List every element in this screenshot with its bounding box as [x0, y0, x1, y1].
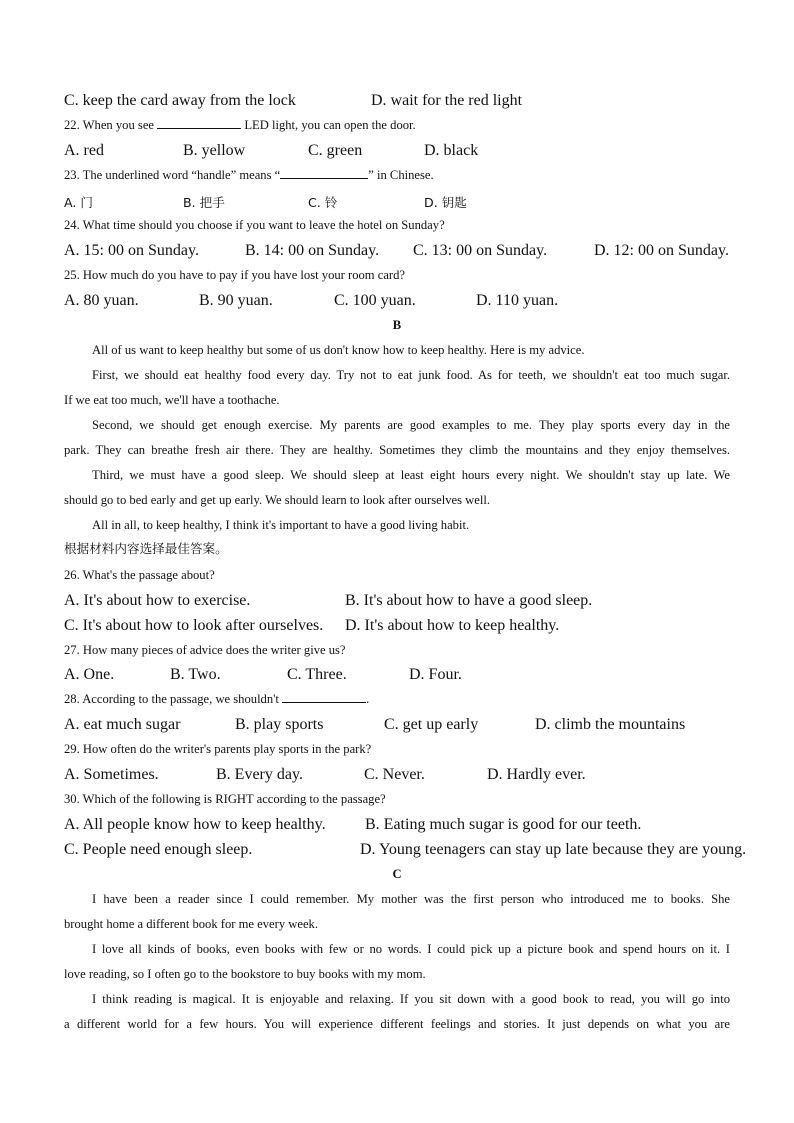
question-26: 26. What's the passage about? — [64, 568, 215, 582]
q27-option-a: A. One. — [64, 666, 115, 683]
q24-option-a: A. 15: 00 on Sunday. — [64, 242, 199, 259]
section-b-paragraph-5: All in all, to keep healthy, I think it's important to have a good living habit. — [92, 518, 470, 532]
section-b-instruction: 根据材料内容选择最佳答案。 — [64, 541, 228, 556]
q25-option-b: B. 90 yuan. — [199, 292, 273, 309]
section-c-paragraph-2-line-2: love reading, so I often go to the bookstore to buy books with my mom. — [64, 967, 426, 981]
q28-blank — [282, 691, 366, 703]
q27-option-b: B. Two. — [170, 666, 221, 683]
question-30: 30. Which of the following is RIGHT according to the passage? — [64, 792, 386, 806]
question-28 — [64, 691, 730, 707]
q26-option-a: A. It's about how to exercise. — [64, 592, 251, 609]
section-c-paragraph-1-line-1: I have been a reader since I could remember. My mother was the first person who introduced me to books. She — [92, 892, 730, 906]
section-b-paragraph-1: All of us want to keep healthy but some of us don't know how to keep healthy. Here is my advice. — [92, 343, 585, 357]
q28-option-b: B. play sports — [235, 716, 324, 733]
q28-text-after: . — [366, 692, 370, 706]
q28-option-d: D. climb the mountains — [535, 716, 686, 733]
q22-option-d: D. black — [424, 142, 479, 159]
q26-option-b: B. It's about how to have a good sleep. — [345, 592, 593, 609]
q29-option-c: C. Never. — [364, 766, 425, 783]
q30-option-c: C. People need enough sleep. — [64, 841, 253, 858]
q28-option-a: A. eat much sugar — [64, 716, 181, 733]
q22-text-after: LED light, you can open the door. — [244, 118, 416, 132]
q22-option-c: C. green — [308, 142, 363, 159]
question-23 — [64, 167, 730, 183]
section-b-paragraph-2-line-1: First, we should eat healthy food every day. Try not to eat junk food. As for teeth, we shouldn't eat too much sugar. — [92, 368, 730, 382]
q27-option-c: C. Three. — [287, 666, 347, 683]
q24-option-d: D. 12: 00 on Sunday. — [594, 242, 729, 259]
q22-option-b: B. yellow — [183, 142, 246, 159]
q22-option-a: A. red — [64, 142, 104, 159]
section-c-paragraph-2-line-1: I love all kinds of books, even books with few or no words. I could pick up a picture book and spend hours on it. I — [92, 942, 730, 956]
question-29: 29. How often do the writer's parents play sports in the park? — [64, 742, 372, 756]
section-b-paragraph-2-line-2: If we eat too much, we'll have a toothache. — [64, 393, 280, 407]
section-b-paragraph-3-line-1: Second, we should get enough exercise. My parents are good examples to me. They play sports every day in the — [92, 418, 730, 432]
q21-option-d: D. wait for the red light — [371, 92, 523, 109]
question-24: 24. What time should you choose if you want to leave the hotel on Sunday? — [64, 218, 445, 232]
section-b-paragraph-3-line-2: park. They can breathe fresh air there. They are healthy. Sometimes they climb the mountains and they enjoy themselves. — [64, 443, 730, 457]
question-22 — [64, 117, 730, 133]
q29-option-b: B. Every day. — [216, 766, 303, 783]
section-c-paragraph-1-line-2: brought home a different book for me every week. — [64, 917, 319, 931]
q30-option-a: A. All people know how to keep healthy. — [64, 816, 326, 833]
section-b-heading: B — [392, 318, 402, 332]
q23-option-a: A. 门 — [64, 195, 93, 210]
section-c-heading: C — [392, 867, 402, 881]
q25-option-d: D. 110 yuan. — [476, 292, 559, 309]
q26-option-d: D. It's about how to keep healthy. — [345, 617, 560, 634]
q28-text-before: 28. According to the passage, we shouldn't — [64, 692, 279, 706]
q25-option-a: A. 80 yuan. — [64, 292, 139, 309]
q21-option-c: C. keep the card away from the lock — [64, 92, 296, 109]
q27-option-d: D. Four. — [409, 666, 462, 683]
q30-option-d: D. Young teenagers can stay up late because they are young. — [360, 841, 747, 858]
q23-option-b: B. 把手 — [183, 195, 225, 210]
q23-text-after: ” in Chinese. — [368, 168, 434, 182]
question-27: 27. How many pieces of advice does the writer give us? — [64, 643, 346, 657]
q22-blank — [157, 117, 241, 129]
q24-option-b: B. 14: 00 on Sunday. — [245, 242, 380, 259]
q22-text-before: 22. When you see — [64, 118, 155, 132]
section-b-paragraph-4-line-1: Third, we must have a good sleep. We should sleep at least eight hours every night. We shouldn't stay up late. We — [92, 468, 730, 482]
q23-option-c: C. 铃 — [308, 195, 338, 210]
q29-option-a: A. Sometimes. — [64, 766, 159, 783]
q23-text-before: 23. The underlined word “handle” means “ — [64, 168, 281, 182]
question-25: 25. How much do you have to pay if you have lost your room card? — [64, 268, 406, 282]
q25-option-c: C. 100 yuan. — [334, 292, 416, 309]
q23-option-d: D. 钥匙 — [424, 195, 467, 210]
section-b-paragraph-4-line-2: should go to bed early and get up early. We should learn to look after ourselves well. — [64, 493, 491, 507]
section-c-paragraph-3-line-2: a different world for a few hours. You will experience different feelings and stories. It just depends on what you are — [64, 1017, 730, 1031]
q24-option-c: C. 13: 00 on Sunday. — [413, 242, 548, 259]
q30-option-b: B. Eating much sugar is good for our teeth. — [365, 816, 642, 833]
q28-option-c: C. get up early — [384, 716, 479, 733]
q29-option-d: D. Hardly ever. — [487, 766, 586, 783]
section-c-paragraph-3-line-1: I think reading is magical. It is enjoyable and relaxing. If you sit down with a good book to read, you will go into — [92, 992, 730, 1006]
q23-blank — [280, 167, 368, 179]
q26-option-c: C. It's about how to look after ourselves. — [64, 617, 324, 634]
